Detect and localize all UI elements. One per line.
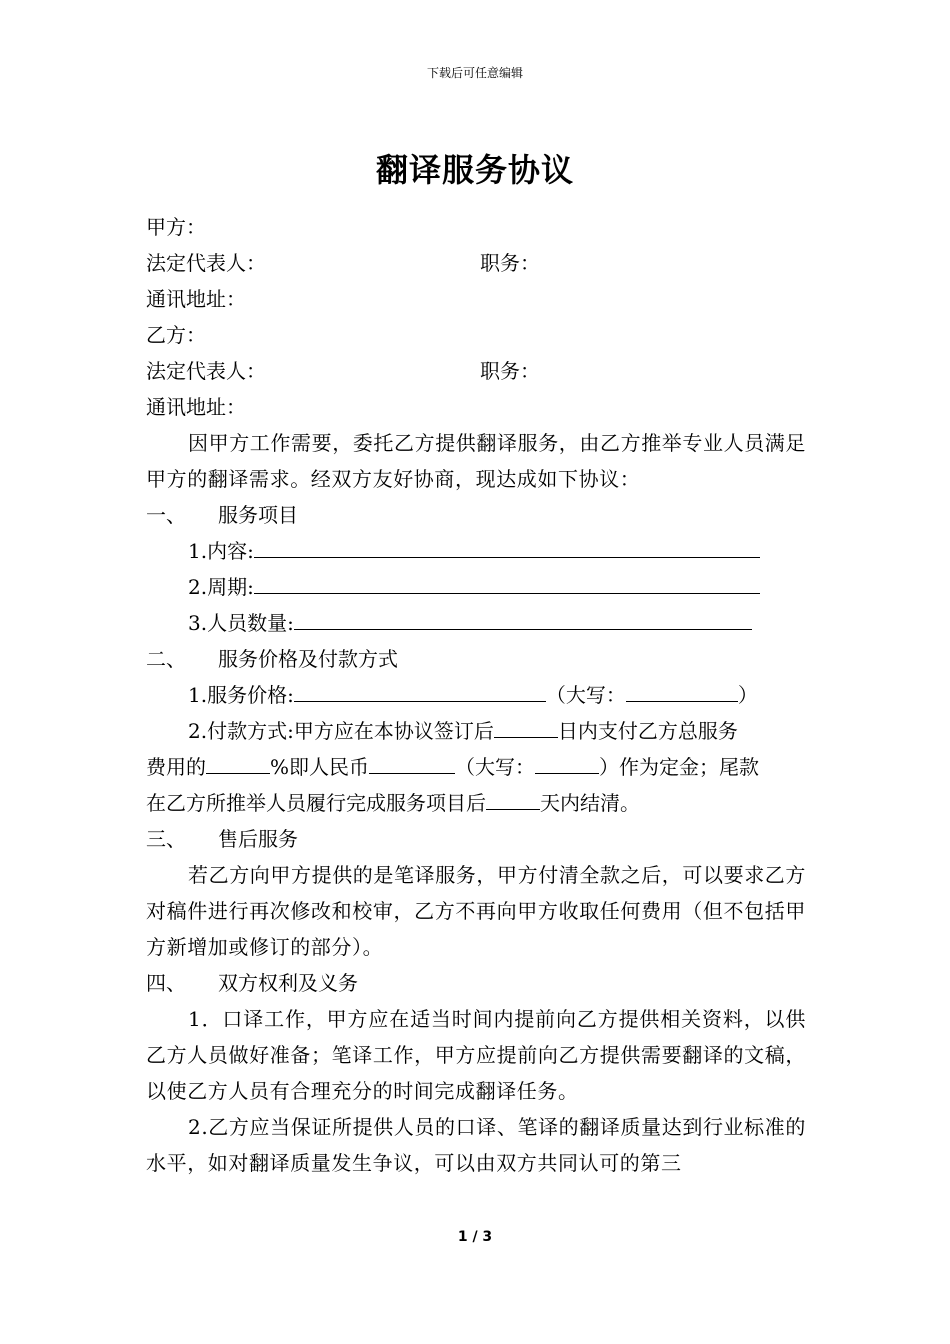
payment-text-e: （大写： (455, 755, 536, 779)
party-b-rep-row (146, 353, 806, 389)
section4-heading (146, 965, 806, 1001)
party-b-label: 乙方： (146, 323, 206, 347)
section3-title: 售后服务 (218, 827, 298, 851)
section4-item2: 2.乙方应当保证所提供人员的口译、笔译的翻译质量达到行业标准的水平，如对翻译质量发生争议，可以由双方共同认可的第三 (146, 1115, 806, 1175)
section1-item2 (146, 569, 806, 605)
party-a-address-label: 通讯地址： (146, 287, 246, 311)
payment-uppercase-blank[interactable] (535, 751, 599, 774)
staff-count-label: 3.人员数量: (188, 611, 294, 635)
party-a-label: 甲方： (146, 215, 206, 239)
document-title: 翻译服务协议 (375, 151, 574, 189)
payment-text-f: ）作为定金；尾款 (599, 755, 760, 779)
party-b-address-label: 通讯地址： (146, 395, 246, 419)
page-header-note: 下载后可任意编辑 (426, 66, 523, 80)
payment-days-blank[interactable] (494, 715, 558, 738)
staff-count-blank[interactable] (294, 607, 752, 630)
payment-text-a: 2.付款方式:甲方应在本协议签订后 (188, 719, 494, 743)
party-b-rep-label: 法定代表人： (146, 359, 266, 383)
document-body (146, 209, 806, 1181)
price-uppercase-open: （大写： (545, 683, 626, 707)
section1-heading (146, 497, 806, 533)
section1-title: 服务项目 (218, 503, 298, 527)
content-blank[interactable] (254, 535, 760, 558)
section2-heading (146, 641, 806, 677)
section2-title: 服务价格及付款方式 (218, 647, 398, 671)
page-number: 1 / 3 (457, 1229, 493, 1245)
party-a-position-label: 职务： (480, 251, 540, 275)
payment-rmb-blank[interactable] (369, 751, 455, 774)
section3-paragraph: 若乙方向甲方提供的是笔译服务，甲方付清全款之后，可以要求乙方对稿件进行再次修改和校审，乙方不再向甲方收取任何费用（但不包括甲方新增加或修订的部分）。 (146, 863, 806, 959)
section3-heading (146, 821, 806, 857)
content-label: 1.内容: (188, 539, 254, 563)
party-b-position-label: 职务： (480, 359, 540, 383)
payment-row-1 (146, 713, 806, 749)
party-a-rep-row (146, 245, 806, 281)
section2-number: 二、 (146, 647, 186, 671)
payment-text-c: 费用的 (146, 755, 206, 779)
payment-text-b: 日内支付乙方总服务 (557, 719, 738, 743)
section1-item1 (146, 533, 806, 569)
section4-number: 四、 (146, 971, 186, 995)
intro-paragraph: 因甲方工作需要，委托乙方提供翻译服务，由乙方推举专业人员满足甲方的翻译需求。经双方友好协商，现达成如下协议： (146, 431, 806, 491)
service-price-blank[interactable] (294, 679, 546, 702)
section1-item3 (146, 605, 806, 641)
section1-number: 一、 (146, 503, 186, 527)
payment-percent-blank[interactable] (206, 751, 270, 774)
price-uppercase-close: ） (737, 683, 758, 707)
payment-text-g: 在乙方所推举人员履行完成服务项目后 (146, 791, 486, 815)
section4-title: 双方权利及义务 (218, 971, 358, 995)
payment-text-d: %即人民币 (270, 755, 370, 779)
service-price-row (146, 677, 806, 713)
service-price-label: 1.服务价格: (188, 683, 294, 707)
period-label: 2.周期: (188, 575, 254, 599)
payment-row-3 (146, 785, 806, 821)
section4-item1: 1．口译工作，甲方应在适当时间内提前向乙方提供相关资料，以供乙方人员做好准备；笔译工作，甲方应提前向乙方提供需要翻译的文稿，以使乙方人员有合理充分的时间完成翻译任务。 (146, 1007, 806, 1103)
price-uppercase-blank[interactable] (626, 679, 738, 702)
payment-text-h: 天内结清。 (540, 791, 640, 815)
balance-days-blank[interactable] (486, 787, 540, 810)
section3-number: 三、 (146, 827, 186, 851)
period-blank[interactable] (254, 571, 760, 594)
party-a-rep-label: 法定代表人： (146, 251, 266, 275)
payment-row-2 (146, 749, 806, 785)
